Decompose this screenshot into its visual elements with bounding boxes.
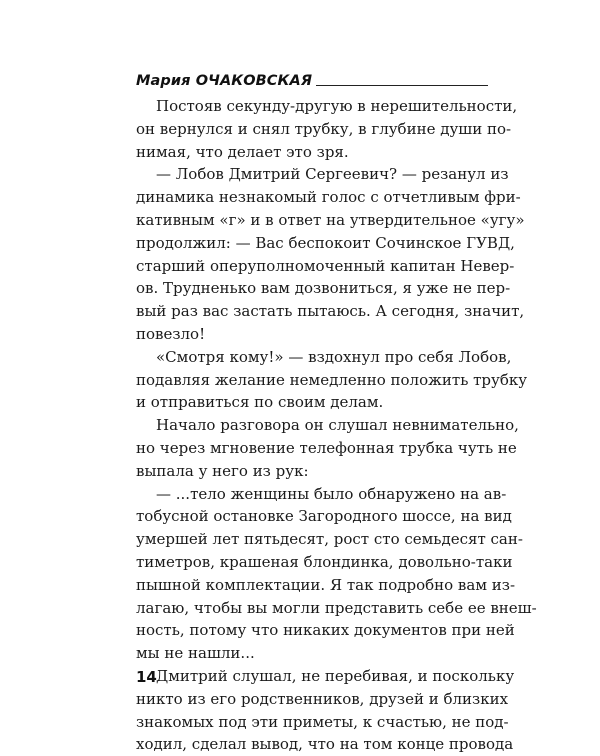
text-line: продолжил: — Вас беспокоит Сочинское ГУВД, <box>136 233 515 252</box>
text-line: «Смотря кому!» — вздохнул про себя Лобов, <box>156 347 512 366</box>
text-line: — ...тело женщины было обнаружено на ав- <box>156 484 507 503</box>
text-line: нимая, что делает это зря. <box>136 142 349 161</box>
text-line: мы не нашли... <box>136 644 255 663</box>
body-text <box>136 95 537 756</box>
header-rule <box>316 85 488 86</box>
text-line: ходил, сделал вывод, что на том конце провода <box>136 735 514 754</box>
text-line: умершей лет пятьдесят, рост сто семьдесят сан- <box>136 530 523 549</box>
author-name: Мария ОЧАКОВСКАЯ <box>136 73 313 89</box>
text-line: но через мгновение телефонная трубка чуть не <box>136 438 517 457</box>
text-line: вый раз вас застать пытаюсь. А сегодня, значит, <box>136 302 525 321</box>
text-line: знакомых под эти приметы, к счастью, не под- <box>136 712 509 731</box>
text-line: тиметров, крашеная блондинка, довольно-таки <box>136 552 513 571</box>
text-line: он вернулся и снял трубку, в глубине души по- <box>136 119 512 138</box>
text-line: и отправиться по своим делам. <box>136 393 384 412</box>
text-line: выпала у него из рук: <box>136 461 309 480</box>
running-head <box>136 67 488 89</box>
text-line: никто из его родственников, друзей и близких <box>136 689 509 708</box>
text-line: динамика незнакомый голос с отчетливым фри- <box>136 188 521 207</box>
text-line: тобусной остановке Загородного шоссе, на вид <box>136 507 512 526</box>
text-line: повезло! <box>136 324 206 343</box>
text-line: Начало разговора он слушал невнимательно, <box>156 416 519 435</box>
text-line: Дмитрий слушал, не перебивая, и поскольку <box>156 666 515 685</box>
text-line: кативным «г» и в ответ на утвердительное «угу» <box>136 210 525 229</box>
text-line: лагаю, чтобы вы могли представить себе ее внеш- <box>136 598 537 617</box>
text-line: ность, потому что никаких документов при ней <box>136 621 515 640</box>
page-number: 14 <box>136 668 157 686</box>
text-line: Постояв секунду-другую в нерешительности, <box>156 97 518 115</box>
text-line: — Лобов Дмитрий Сергеевич? — резанул из <box>156 165 509 184</box>
text-line: старший оперуполномоченный капитан Невер- <box>136 256 515 275</box>
text-line: пышной комплектации. Я так подробно вам из- <box>136 575 516 594</box>
text-line: ов. Трудненько вам дозвониться, я уже не пер- <box>136 279 511 298</box>
text-line: подавляя желание немедленно положить трубку <box>136 370 528 389</box>
